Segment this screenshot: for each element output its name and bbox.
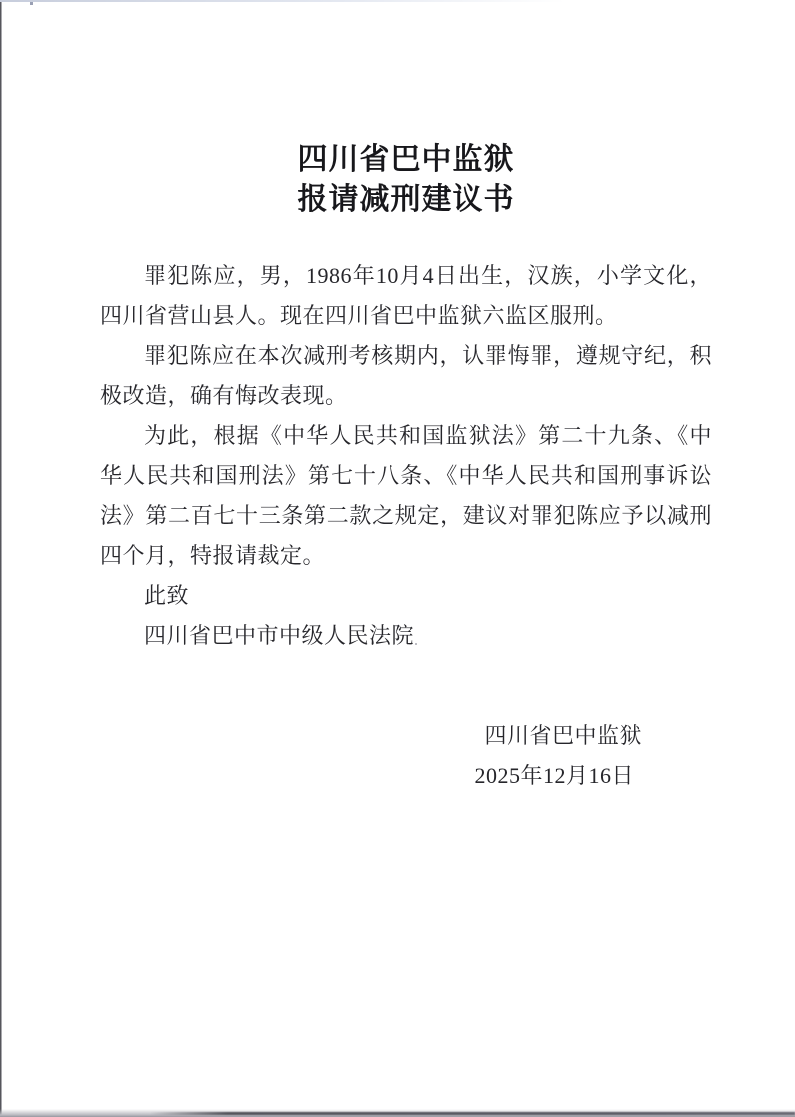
scan-top-edge-artifact — [0, 0, 565, 2]
paragraph-performance: 罪犯陈应在本次减刑考核期内，认罪悔罪，遵规守纪，积极改造，确有悔改表现。 — [100, 343, 712, 408]
document-title-org-line: 四川省巴中监狱 — [297, 143, 515, 176]
signature-block — [100, 716, 712, 796]
scan-speck-top — [30, 2, 33, 5]
scan-bottom-line-artifact — [150, 1112, 795, 1115]
recipient-court: 四川省巴中市中级人民法院 — [144, 623, 415, 648]
document-content — [100, 140, 712, 796]
scan-left-edge-artifact — [0, 0, 2, 1117]
signature-date: 2025年12月16日 — [474, 763, 634, 788]
document-body — [100, 256, 712, 656]
document-title-type-line: 报请减刑建议书 — [297, 183, 515, 216]
paragraph-legal-basis: 为此，根据《中华人民共和国监狱法》第二十九条、《中华人民共和国刑法》第七十八条、《中华人民共和国刑事诉讼法》第二百七十三条第二款之规定，建议对罪犯陈应予以减刑四个月，特报请裁定。 — [100, 423, 712, 568]
signature-organization: 四川省巴中监狱 — [484, 723, 642, 748]
closing-phrase: 此致 — [144, 583, 190, 608]
document-title — [100, 140, 712, 220]
paragraph-offender-info: 罪犯陈应，男，1986年10月4日出生，汉族，小学文化，四川省营山县人。现在四川省巴中监狱六监区服刑。 — [100, 263, 712, 328]
